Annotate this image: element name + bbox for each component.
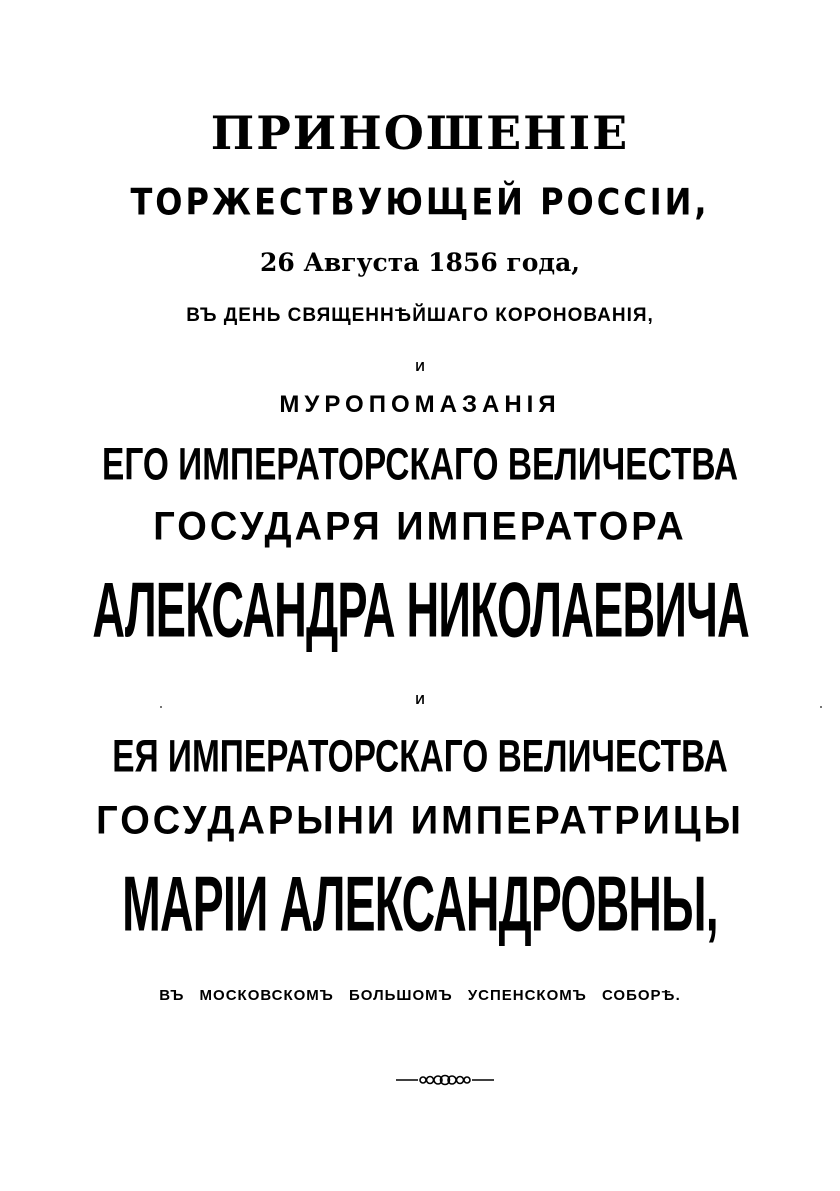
sovereign-empress-line: ГОСУДАРЫНИ ИМПЕРАТРИЦЫ <box>96 798 744 844</box>
ornamental-divider-icon <box>396 1073 494 1087</box>
page-subtitle: ТОРЖЕСТВУЮЩЕЙ РОССІИ, <box>130 180 710 224</box>
paper-speck <box>820 706 822 708</box>
page-title: ПРИНОШЕНІЕ <box>210 106 630 160</box>
emperor-name: АЛЕКСАНДРА НИКОЛАЕВИЧА <box>92 566 750 655</box>
anointing-line: МУРОПОМАЗАНІЯ <box>279 391 561 418</box>
his-majesty-line: ЕГО ИМПЕРАТОРСКАГО ВЕЛИЧЕСТВА <box>102 439 738 491</box>
conjunction-1: И <box>415 359 425 374</box>
date-line: 26 Августа 1856 года, <box>259 248 580 277</box>
conjunction-2: И <box>415 692 425 707</box>
occasion-line: ВЪ ДЕНЬ СВЯЩЕННѢЙШАГО КОРОНОВАНІЯ, <box>186 305 654 326</box>
her-majesty-line: ЕЯ ИМПЕРАТОРСКАГО ВЕЛИЧЕСТВА <box>112 731 728 783</box>
location-line: ВЪ МОСКОВСКОМЪ БОЛЬШОМЪ УСПЕНСКОМЪ СОБОРѢ. <box>159 987 681 1004</box>
empress-name: МАРІИ АЛЕКСАНДРОВНЫ, <box>122 860 718 949</box>
sovereign-emperor-line: ГОСУДАРЯ ИМПЕРАТОРА <box>153 504 687 550</box>
paper-speck <box>160 706 162 708</box>
